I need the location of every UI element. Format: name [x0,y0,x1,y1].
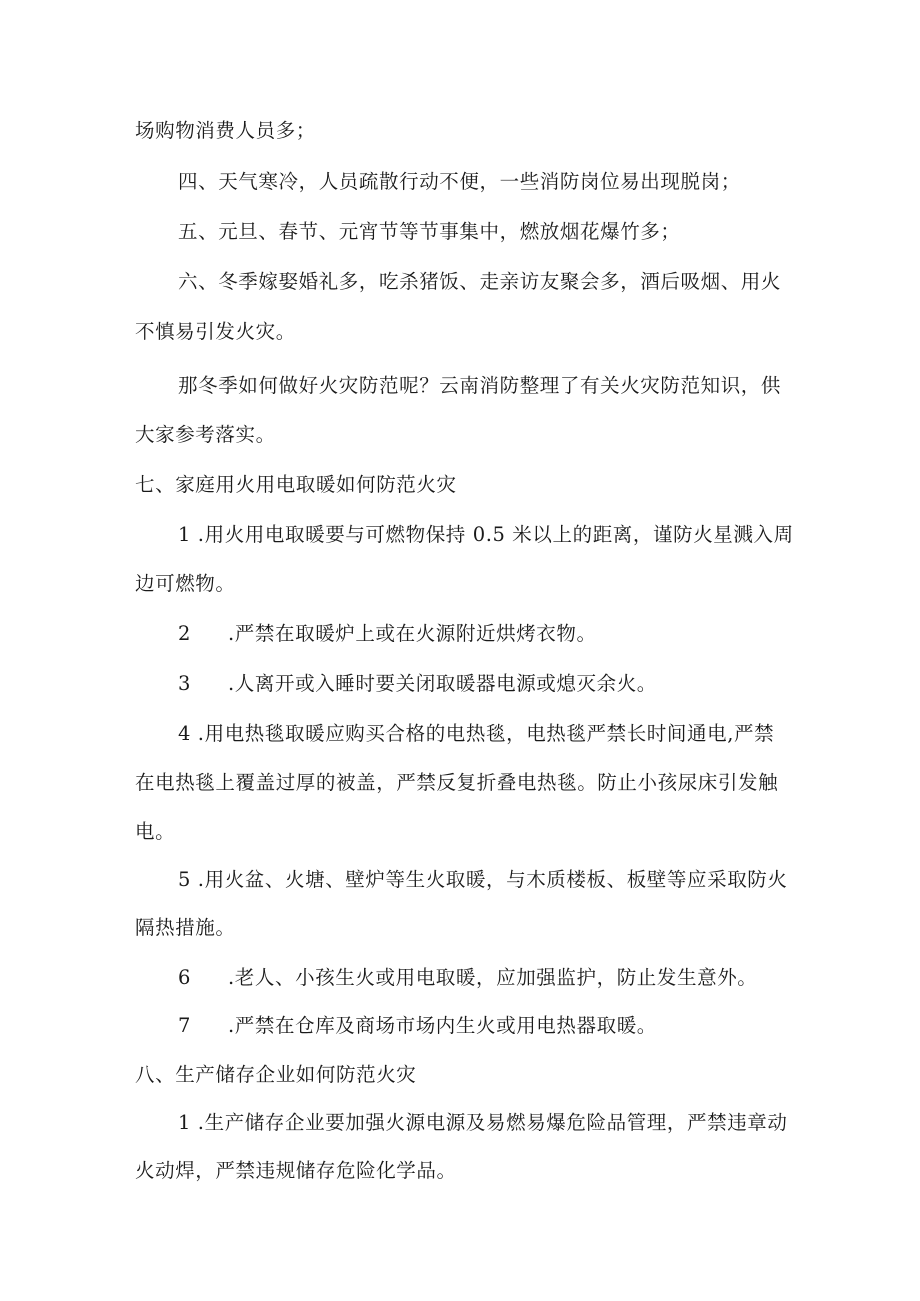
text-line: 在电热毯上覆盖过厚的被盖，严禁反复折叠电热毯。防止小孩尿床引发触 [135,771,779,794]
text-line: 那冬季如何做好火灾防范呢？云南消防整理了有关火灾防范知识，供 [178,374,782,397]
text-line: 边可燃物。 [135,572,236,595]
text-line: 六、冬季嫁娶婚礼多，吃杀猪饭、走亲访友聚会多，酒后吸烟、用火 [178,270,782,293]
text-line: .老人、小孩生火或用电取暖，应加强监护，防止发生意外。 [228,966,758,989]
list-number: 3 [178,672,192,695]
list-number: 6 [178,966,192,989]
text-line: 4 .用电热毯取暖应购买合格的电热毯，电热毯严禁长时间通电,严禁 [178,722,775,745]
section-heading: 七、家庭用火用电取暖如何防范火灾 [135,473,457,496]
text-line: 火动焊，严禁违规储存危险化学品。 [135,1159,457,1182]
text-line: .严禁在取暖炉上或在火源附近烘烤衣物。 [228,622,597,645]
list-number: 2 [178,622,192,645]
list-number: 7 [178,1014,192,1037]
text-line: 五、元旦、春节、元宵节等节事集中，燃放烟花爆竹多； [178,220,681,243]
text-line: 隔热措施。 [135,916,236,939]
text-line: 不慎易引发火灾。 [135,320,296,343]
section-heading: 八、生产储存企业如何防范火灾 [135,1063,417,1086]
text-line: 场购物消费人员多； [135,119,316,142]
text-line: 电。 [135,820,176,843]
text-line: .人离开或入睡时要关闭取暖器电源或熄灭余火。 [228,672,657,695]
text-line: 大家参考落实。 [135,423,276,446]
text-line: 四、天气寒冷，人员疏散行动不便，一些消防岗位易出现脱岗； [178,170,741,193]
text-line: .严禁在仓库及商场市场内生火或用电热器取暖。 [228,1014,657,1037]
text-line: 1 .用火用电取暖要与可燃物保持 0.5 米以上的距离，谨防火星溅入周 [178,523,794,546]
text-line: 5 .用火盆、火塘、壁炉等生火取暖，与木质楼板、板壁等应采取防火 [178,868,788,891]
text-line: 1 .生产储存企业要加强火源电源及易燃易爆危险品管理，严禁违章动 [178,1111,788,1134]
